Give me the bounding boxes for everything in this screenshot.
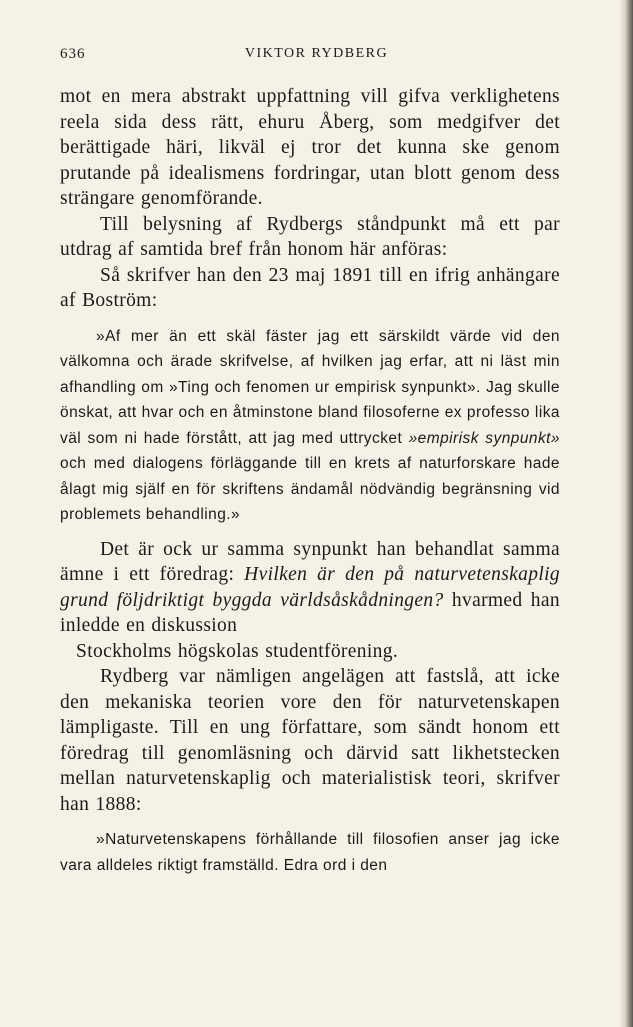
page-number: 636 [60, 46, 86, 62]
page-edge-shadow [619, 0, 633, 1027]
lecture-title-italic: Hvilken är den på naturvetenskaplig grund följdriktigt byggda världsåskådningen? [60, 564, 560, 611]
quote-1 [60, 324, 560, 528]
paragraph-3: Så skrifver han den 23 maj 1891 till en ifrig anhängare af Boström: [60, 264, 560, 311]
quote-1-italic-term: »empirisk synpunkt» [408, 429, 560, 447]
paragraph-2: Till belysning af Rydbergs ståndpunkt må ett par utdrag af samtida bref från honom här anföras: [60, 213, 560, 260]
running-head: VIKTOR RYDBERG [244, 46, 389, 61]
paragraph-5: Rydberg var nämligen angelägen att fastslå, att icke den mekaniska teorien vore den för naturvetenskapen lämpligaste. Till en ung författare, som sändt honom ett föredrag till genomläsning och därvid satt likhetstecken mellan naturvetenskaplig och materialistisk teori, skrifver han 1888: [60, 666, 560, 815]
quote-1-text-after: och med dialogens förläggande till en krets af naturforskare hade ålagt mig själf en för skriftens ändamål nödvändig begränsning vid problemets behandling.» [60, 455, 560, 523]
quote-2: »Naturvetenskapens förhållande till filosofien anser jag icke vara alldeles riktigt framställd. Edra ord i den [60, 831, 560, 874]
paragraph-4-text-after: hvarmed han inledde en diskussion [60, 589, 560, 636]
paragraph-4 [60, 537, 560, 639]
paragraph-4-text-before: Det är ock ur samma synpunkt han behandlat samma ämne i ett föredrag: [60, 538, 560, 585]
quote-1-text-before: »Af mer än ett skäl fäster jag ett särskildt värde vid den välkomna och ärade skrifvelse, af hvilken jag erfar, att ni läst min afhandling om »Ting och fenomen ur empirisk synpunkt». Jag skulle önskat, att hvar och en åtminstone bland filosoferne ex professo lika väl som ni hade förstått, att jag med uttrycket [60, 327, 560, 447]
paragraph-4-continuation: Stockholms högskolas studentförening. [76, 640, 399, 662]
paragraph-1: mot en mera abstrakt uppfattning vill gifva verklighetens reela sida dess rätt, ehuru Åberg, som medgifver det berättigade häri, likväl ej tror det kunna ske genom prutande på idealismens fordringar, utan blott genom dess strängare genomförande. [60, 86, 560, 209]
page-body [60, 84, 560, 878]
